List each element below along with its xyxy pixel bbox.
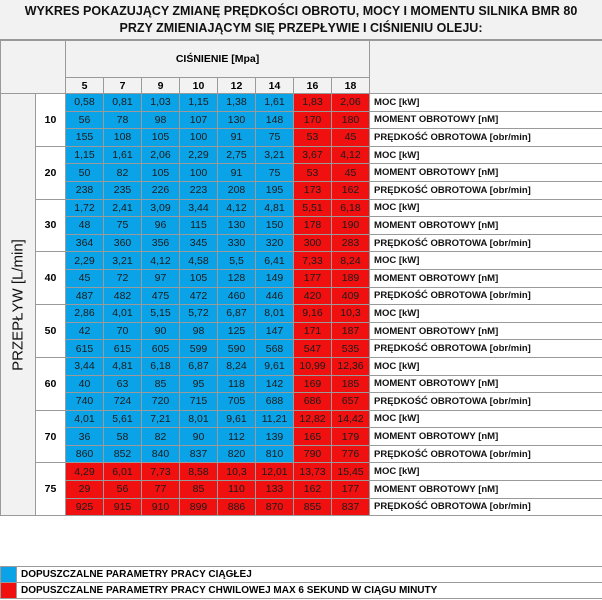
data-cell: 487 bbox=[66, 287, 104, 305]
data-cell: 149 bbox=[256, 269, 294, 287]
data-cell: 5,5 bbox=[218, 252, 256, 270]
data-cell: 162 bbox=[332, 181, 370, 199]
row-parameter-label: PRĘDKOŚĆ OBROTOWA [obr/min] bbox=[370, 445, 602, 463]
data-cell: 223 bbox=[180, 181, 218, 199]
legend-swatch bbox=[1, 567, 17, 583]
data-cell: 925 bbox=[66, 498, 104, 516]
data-cell: 837 bbox=[180, 445, 218, 463]
data-cell: 36 bbox=[66, 428, 104, 446]
title-line-1: WYKRES POKAZUJĄCY ZMIANĘ PRĘDKOŚCI OBROTU, MOCY I MOMENTU SILNIKA BMR 80 bbox=[24, 4, 578, 18]
data-cell: 6,41 bbox=[256, 252, 294, 270]
data-cell: 330 bbox=[218, 234, 256, 252]
data-cell: 724 bbox=[104, 393, 142, 411]
table-row bbox=[1, 217, 602, 235]
data-cell: 53 bbox=[294, 129, 332, 147]
legend bbox=[0, 566, 602, 599]
data-cell: 82 bbox=[142, 428, 180, 446]
label-header-cell bbox=[370, 41, 602, 94]
data-cell: 105 bbox=[142, 129, 180, 147]
pressure-value: 12 bbox=[218, 78, 256, 94]
data-cell: 162 bbox=[294, 481, 332, 499]
data-cell: 547 bbox=[294, 340, 332, 358]
table-row bbox=[1, 146, 602, 164]
pressure-value: 10 bbox=[180, 78, 218, 94]
data-cell: 915 bbox=[104, 498, 142, 516]
table-row bbox=[1, 94, 602, 112]
row-parameter-label: PRĘDKOŚĆ OBROTOWA [obr/min] bbox=[370, 340, 602, 358]
row-parameter-label: MOC [kW] bbox=[370, 463, 602, 481]
page-title bbox=[0, 0, 602, 40]
data-cell: 14,42 bbox=[332, 410, 370, 428]
data-cell: 1,72 bbox=[66, 199, 104, 217]
table-row bbox=[1, 234, 602, 252]
data-cell: 420 bbox=[294, 287, 332, 305]
data-cell: 5,51 bbox=[294, 199, 332, 217]
data-cell: 320 bbox=[256, 234, 294, 252]
data-cell: 3,67 bbox=[294, 146, 332, 164]
data-cell: 110 bbox=[218, 481, 256, 499]
table-row bbox=[1, 287, 602, 305]
table-row bbox=[1, 129, 602, 147]
data-cell: 97 bbox=[142, 269, 180, 287]
flow-axis-label bbox=[1, 94, 36, 516]
table-row bbox=[1, 164, 602, 182]
data-cell: 790 bbox=[294, 445, 332, 463]
data-cell: 283 bbox=[332, 234, 370, 252]
data-cell: 0,58 bbox=[66, 94, 104, 112]
data-cell: 4,81 bbox=[104, 357, 142, 375]
data-cell: 4,12 bbox=[218, 199, 256, 217]
data-cell: 3,09 bbox=[142, 199, 180, 217]
row-parameter-label: MOMENT OBROTOWY [nM] bbox=[370, 322, 602, 340]
data-cell: 9,16 bbox=[294, 305, 332, 323]
flow-value: 40 bbox=[36, 252, 66, 305]
data-cell: 688 bbox=[256, 393, 294, 411]
table-row bbox=[1, 375, 602, 393]
data-cell: 599 bbox=[180, 340, 218, 358]
data-cell: 482 bbox=[104, 287, 142, 305]
data-cell: 472 bbox=[180, 287, 218, 305]
table-row bbox=[1, 181, 602, 199]
data-cell: 77 bbox=[142, 481, 180, 499]
data-cell: 345 bbox=[180, 234, 218, 252]
data-cell: 238 bbox=[66, 181, 104, 199]
data-cell: 90 bbox=[142, 322, 180, 340]
table-row bbox=[1, 111, 602, 129]
row-parameter-label: MOC [kW] bbox=[370, 146, 602, 164]
data-cell: 50 bbox=[66, 164, 104, 182]
row-parameter-label: MOC [kW] bbox=[370, 357, 602, 375]
pressure-value: 7 bbox=[104, 78, 142, 94]
data-cell: 177 bbox=[294, 269, 332, 287]
data-cell: 125 bbox=[218, 322, 256, 340]
table-row bbox=[1, 428, 602, 446]
data-cell: 115 bbox=[180, 217, 218, 235]
corner-cell bbox=[1, 41, 66, 94]
table-row bbox=[1, 305, 602, 323]
data-cell: 85 bbox=[142, 375, 180, 393]
data-cell: 615 bbox=[66, 340, 104, 358]
flow-value: 10 bbox=[36, 94, 66, 147]
data-cell: 870 bbox=[256, 498, 294, 516]
table-row bbox=[1, 199, 602, 217]
data-cell: 4,12 bbox=[142, 252, 180, 270]
motor-parameters-table bbox=[0, 40, 602, 516]
data-cell: 5,15 bbox=[142, 305, 180, 323]
data-cell: 1,61 bbox=[256, 94, 294, 112]
data-cell: 657 bbox=[332, 393, 370, 411]
data-cell: 189 bbox=[332, 269, 370, 287]
data-cell: 11,21 bbox=[256, 410, 294, 428]
data-cell: 2,06 bbox=[332, 94, 370, 112]
row-parameter-label: MOC [kW] bbox=[370, 94, 602, 112]
data-cell: 13,73 bbox=[294, 463, 332, 481]
data-cell: 837 bbox=[332, 498, 370, 516]
row-parameter-label: MOMENT OBROTOWY [nM] bbox=[370, 481, 602, 499]
data-cell: 75 bbox=[104, 217, 142, 235]
data-cell: 3,44 bbox=[180, 199, 218, 217]
pressure-value: 14 bbox=[256, 78, 294, 94]
data-cell: 7,33 bbox=[294, 252, 332, 270]
data-cell: 56 bbox=[66, 111, 104, 129]
data-cell: 195 bbox=[256, 181, 294, 199]
pressure-value: 18 bbox=[332, 78, 370, 94]
pressure-value: 9 bbox=[142, 78, 180, 94]
table-row bbox=[1, 498, 602, 516]
data-cell: 615 bbox=[104, 340, 142, 358]
data-cell: 8,24 bbox=[332, 252, 370, 270]
table-row bbox=[1, 340, 602, 358]
data-cell: 169 bbox=[294, 375, 332, 393]
data-cell: 686 bbox=[294, 393, 332, 411]
data-cell: 85 bbox=[180, 481, 218, 499]
data-cell: 1,83 bbox=[294, 94, 332, 112]
data-cell: 148 bbox=[256, 111, 294, 129]
data-cell: 45 bbox=[66, 269, 104, 287]
data-cell: 91 bbox=[218, 129, 256, 147]
data-cell: 460 bbox=[218, 287, 256, 305]
row-parameter-label: MOC [kW] bbox=[370, 252, 602, 270]
data-cell: 4,29 bbox=[66, 463, 104, 481]
data-cell: 53 bbox=[294, 164, 332, 182]
data-cell: 6,87 bbox=[180, 357, 218, 375]
data-cell: 155 bbox=[66, 129, 104, 147]
data-cell: 810 bbox=[256, 445, 294, 463]
data-cell: 300 bbox=[294, 234, 332, 252]
data-cell: 9,61 bbox=[256, 357, 294, 375]
data-cell: 72 bbox=[104, 269, 142, 287]
legend-item bbox=[1, 567, 602, 583]
data-cell: 3,44 bbox=[66, 357, 104, 375]
data-cell: 8,24 bbox=[218, 357, 256, 375]
data-cell: 2,29 bbox=[66, 252, 104, 270]
data-cell: 886 bbox=[218, 498, 256, 516]
pressure-header: CIŚNIENIE [Mpa] bbox=[66, 41, 370, 78]
data-cell: 10,3 bbox=[218, 463, 256, 481]
data-cell: 29 bbox=[66, 481, 104, 499]
data-cell: 63 bbox=[104, 375, 142, 393]
data-cell: 1,38 bbox=[218, 94, 256, 112]
data-cell: 855 bbox=[294, 498, 332, 516]
data-cell: 6,01 bbox=[104, 463, 142, 481]
data-cell: 91 bbox=[218, 164, 256, 182]
flow-value: 50 bbox=[36, 305, 66, 358]
data-cell: 7,21 bbox=[142, 410, 180, 428]
data-cell: 446 bbox=[256, 287, 294, 305]
data-cell: 185 bbox=[332, 375, 370, 393]
row-parameter-label: MOMENT OBROTOWY [nM] bbox=[370, 269, 602, 287]
data-cell: 535 bbox=[332, 340, 370, 358]
data-cell: 910 bbox=[142, 498, 180, 516]
row-parameter-label: MOMENT OBROTOWY [nM] bbox=[370, 164, 602, 182]
data-cell: 112 bbox=[218, 428, 256, 446]
flow-value: 20 bbox=[36, 146, 66, 199]
data-cell: 56 bbox=[104, 481, 142, 499]
table-row bbox=[1, 252, 602, 270]
legend-text: DOPUSZCZALNE PARAMETRY PRACY CIĄGŁEJ bbox=[17, 567, 602, 583]
data-cell: 75 bbox=[256, 129, 294, 147]
row-parameter-label: PRĘDKOŚĆ OBROTOWA [obr/min] bbox=[370, 498, 602, 516]
data-cell: 356 bbox=[142, 234, 180, 252]
flow-value: 30 bbox=[36, 199, 66, 252]
data-cell: 42 bbox=[66, 322, 104, 340]
data-cell: 2,06 bbox=[142, 146, 180, 164]
table-row bbox=[1, 322, 602, 340]
data-cell: 133 bbox=[256, 481, 294, 499]
data-cell: 177 bbox=[332, 481, 370, 499]
table-row bbox=[1, 463, 602, 481]
data-cell: 128 bbox=[218, 269, 256, 287]
flow-value: 60 bbox=[36, 357, 66, 410]
data-cell: 740 bbox=[66, 393, 104, 411]
title-line-2: PRZY ZMIENIAJĄCYM SIĘ PRZEPŁYWIE I CIŚNIENIU OLEJU: bbox=[119, 21, 483, 35]
data-cell: 100 bbox=[180, 164, 218, 182]
data-cell: 776 bbox=[332, 445, 370, 463]
data-cell: 173 bbox=[294, 181, 332, 199]
data-cell: 852 bbox=[104, 445, 142, 463]
data-cell: 107 bbox=[180, 111, 218, 129]
data-cell: 2,29 bbox=[180, 146, 218, 164]
data-cell: 12,36 bbox=[332, 357, 370, 375]
data-cell: 2,75 bbox=[218, 146, 256, 164]
data-cell: 10,99 bbox=[294, 357, 332, 375]
data-cell: 187 bbox=[332, 322, 370, 340]
data-cell: 5,72 bbox=[180, 305, 218, 323]
data-cell: 170 bbox=[294, 111, 332, 129]
flow-value: 70 bbox=[36, 410, 66, 463]
data-cell: 179 bbox=[332, 428, 370, 446]
legend-text: DOPUSZCZALNE PARAMETRY PRACY CHWILOWEJ MAX 6 SEKUND W CIĄGU MINUTY bbox=[17, 583, 602, 599]
table-row bbox=[1, 481, 602, 499]
data-cell: 95 bbox=[180, 375, 218, 393]
data-cell: 4,12 bbox=[332, 146, 370, 164]
flow-axis-label-text: PRZEPŁYW [L/min] bbox=[9, 238, 27, 371]
pressure-value: 5 bbox=[66, 78, 104, 94]
data-cell: 12,01 bbox=[256, 463, 294, 481]
pressure-value: 16 bbox=[294, 78, 332, 94]
data-cell: 820 bbox=[218, 445, 256, 463]
data-cell: 4,58 bbox=[180, 252, 218, 270]
row-parameter-label: MOC [kW] bbox=[370, 410, 602, 428]
data-cell: 6,87 bbox=[218, 305, 256, 323]
data-cell: 180 bbox=[332, 111, 370, 129]
data-cell: 1,61 bbox=[104, 146, 142, 164]
data-cell: 2,86 bbox=[66, 305, 104, 323]
data-cell: 45 bbox=[332, 164, 370, 182]
data-cell: 98 bbox=[180, 322, 218, 340]
data-cell: 1,03 bbox=[142, 94, 180, 112]
data-cell: 70 bbox=[104, 322, 142, 340]
data-cell: 409 bbox=[332, 287, 370, 305]
data-cell: 5,61 bbox=[104, 410, 142, 428]
data-cell: 78 bbox=[104, 111, 142, 129]
row-parameter-label: MOC [kW] bbox=[370, 305, 602, 323]
data-cell: 12,82 bbox=[294, 410, 332, 428]
row-parameter-label: PRĘDKOŚĆ OBROTOWA [obr/min] bbox=[370, 234, 602, 252]
data-cell: 226 bbox=[142, 181, 180, 199]
data-cell: 147 bbox=[256, 322, 294, 340]
data-cell: 4,81 bbox=[256, 199, 294, 217]
data-cell: 165 bbox=[294, 428, 332, 446]
data-cell: 100 bbox=[180, 129, 218, 147]
data-cell: 190 bbox=[332, 217, 370, 235]
data-cell: 2,41 bbox=[104, 199, 142, 217]
data-cell: 105 bbox=[180, 269, 218, 287]
data-cell: 15,45 bbox=[332, 463, 370, 481]
data-cell: 475 bbox=[142, 287, 180, 305]
table-row bbox=[1, 357, 602, 375]
data-cell: 96 bbox=[142, 217, 180, 235]
data-cell: 130 bbox=[218, 217, 256, 235]
data-cell: 105 bbox=[142, 164, 180, 182]
table-row bbox=[1, 445, 602, 463]
data-cell: 860 bbox=[66, 445, 104, 463]
data-cell: 142 bbox=[256, 375, 294, 393]
row-parameter-label: MOMENT OBROTOWY [nM] bbox=[370, 111, 602, 129]
data-cell: 40 bbox=[66, 375, 104, 393]
row-parameter-label: MOMENT OBROTOWY [nM] bbox=[370, 428, 602, 446]
data-cell: 130 bbox=[218, 111, 256, 129]
data-cell: 150 bbox=[256, 217, 294, 235]
data-cell: 108 bbox=[104, 129, 142, 147]
data-cell: 48 bbox=[66, 217, 104, 235]
flow-value: 75 bbox=[36, 463, 66, 516]
data-cell: 9,61 bbox=[218, 410, 256, 428]
table-row bbox=[1, 393, 602, 411]
data-cell: 6,18 bbox=[142, 357, 180, 375]
data-cell: 178 bbox=[294, 217, 332, 235]
data-cell: 705 bbox=[218, 393, 256, 411]
data-cell: 840 bbox=[142, 445, 180, 463]
row-parameter-label: PRĘDKOŚĆ OBROTOWA [obr/min] bbox=[370, 287, 602, 305]
data-cell: 0,81 bbox=[104, 94, 142, 112]
legend-swatch bbox=[1, 583, 17, 599]
data-cell: 360 bbox=[104, 234, 142, 252]
data-cell: 568 bbox=[256, 340, 294, 358]
row-parameter-label: PRĘDKOŚĆ OBROTOWA [obr/min] bbox=[370, 393, 602, 411]
data-cell: 90 bbox=[180, 428, 218, 446]
data-cell: 3,21 bbox=[104, 252, 142, 270]
data-cell: 82 bbox=[104, 164, 142, 182]
data-cell: 899 bbox=[180, 498, 218, 516]
data-cell: 8,01 bbox=[256, 305, 294, 323]
row-parameter-label: MOMENT OBROTOWY [nM] bbox=[370, 217, 602, 235]
data-cell: 364 bbox=[66, 234, 104, 252]
data-cell: 235 bbox=[104, 181, 142, 199]
row-parameter-label: PRĘDKOŚĆ OBROTOWA [obr/min] bbox=[370, 181, 602, 199]
data-cell: 590 bbox=[218, 340, 256, 358]
row-parameter-label: PRĘDKOŚĆ OBROTOWA [obr/min] bbox=[370, 129, 602, 147]
data-cell: 1,15 bbox=[66, 146, 104, 164]
data-cell: 118 bbox=[218, 375, 256, 393]
table-row bbox=[1, 410, 602, 428]
data-cell: 4,01 bbox=[66, 410, 104, 428]
data-cell: 715 bbox=[180, 393, 218, 411]
data-cell: 6,18 bbox=[332, 199, 370, 217]
data-cell: 75 bbox=[256, 164, 294, 182]
data-cell: 45 bbox=[332, 129, 370, 147]
data-cell: 8,58 bbox=[180, 463, 218, 481]
data-cell: 605 bbox=[142, 340, 180, 358]
data-cell: 1,15 bbox=[180, 94, 218, 112]
data-cell: 10,3 bbox=[332, 305, 370, 323]
data-cell: 3,21 bbox=[256, 146, 294, 164]
data-cell: 58 bbox=[104, 428, 142, 446]
row-parameter-label: MOC [kW] bbox=[370, 199, 602, 217]
data-cell: 720 bbox=[142, 393, 180, 411]
row-parameter-label: MOMENT OBROTOWY [nM] bbox=[370, 375, 602, 393]
data-cell: 208 bbox=[218, 181, 256, 199]
data-cell: 8,01 bbox=[180, 410, 218, 428]
data-cell: 171 bbox=[294, 322, 332, 340]
data-cell: 98 bbox=[142, 111, 180, 129]
legend-item bbox=[1, 583, 602, 599]
data-cell: 139 bbox=[256, 428, 294, 446]
data-cell: 4,01 bbox=[104, 305, 142, 323]
data-cell: 7,73 bbox=[142, 463, 180, 481]
table-row bbox=[1, 269, 602, 287]
